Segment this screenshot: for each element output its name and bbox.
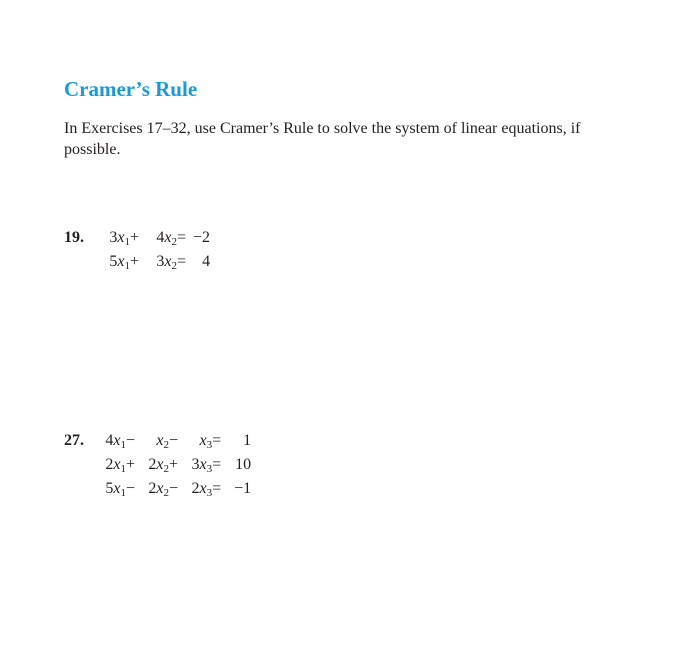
- equation-row: [92, 453, 251, 477]
- term: $3x_3$: [191, 456, 213, 475]
- right-hand-side: 1: [243, 432, 252, 449]
- term: $3x_2$: [156, 253, 178, 272]
- equals-sign: =: [212, 480, 222, 497]
- operator: +: [169, 456, 179, 473]
- operator: +: [130, 229, 140, 246]
- right-hand-side: 10: [235, 456, 252, 473]
- term: $4x_1$: [105, 432, 126, 451]
- term: $2x_3$: [191, 480, 213, 499]
- term: $2x_2$: [148, 456, 170, 475]
- operator: −: [126, 432, 136, 449]
- term: $5x_1$: [109, 253, 130, 272]
- operator: −: [169, 480, 179, 497]
- instructions-text: In Exercises 17–32, use Cramer’s Rule to solve the system of linear equations, if possible.: [64, 120, 581, 158]
- equals-sign: =: [177, 229, 187, 246]
- term: $4x_2$: [156, 229, 178, 248]
- operator: +: [126, 456, 136, 473]
- equation-row: [92, 226, 210, 250]
- operator: +: [130, 253, 140, 270]
- operator: −: [169, 432, 179, 449]
- equation-row: [92, 250, 210, 274]
- term: $x_2$: [156, 432, 170, 451]
- term: $2x_2$: [148, 480, 170, 499]
- equals-sign: =: [212, 432, 222, 449]
- term: $x_3$: [199, 432, 213, 451]
- equation-row: [92, 477, 251, 501]
- equals-sign: =: [212, 456, 222, 473]
- term: $2x_1$: [105, 456, 126, 475]
- term: $3x_1$: [109, 229, 130, 248]
- equation-system: [92, 226, 210, 274]
- exercise-number: 19.: [64, 229, 84, 246]
- section-title: Cramer’s Rule: [64, 77, 198, 101]
- equation-row: [92, 429, 251, 453]
- right-hand-side: 4: [202, 253, 211, 270]
- equation-system: [92, 429, 251, 501]
- right-hand-side: −2: [193, 229, 211, 246]
- equals-sign: =: [177, 253, 187, 270]
- term: $5x_1$: [105, 480, 126, 499]
- operator: −: [126, 480, 136, 497]
- right-hand-side: −1: [234, 480, 252, 497]
- exercise-number: 27.: [64, 432, 84, 449]
